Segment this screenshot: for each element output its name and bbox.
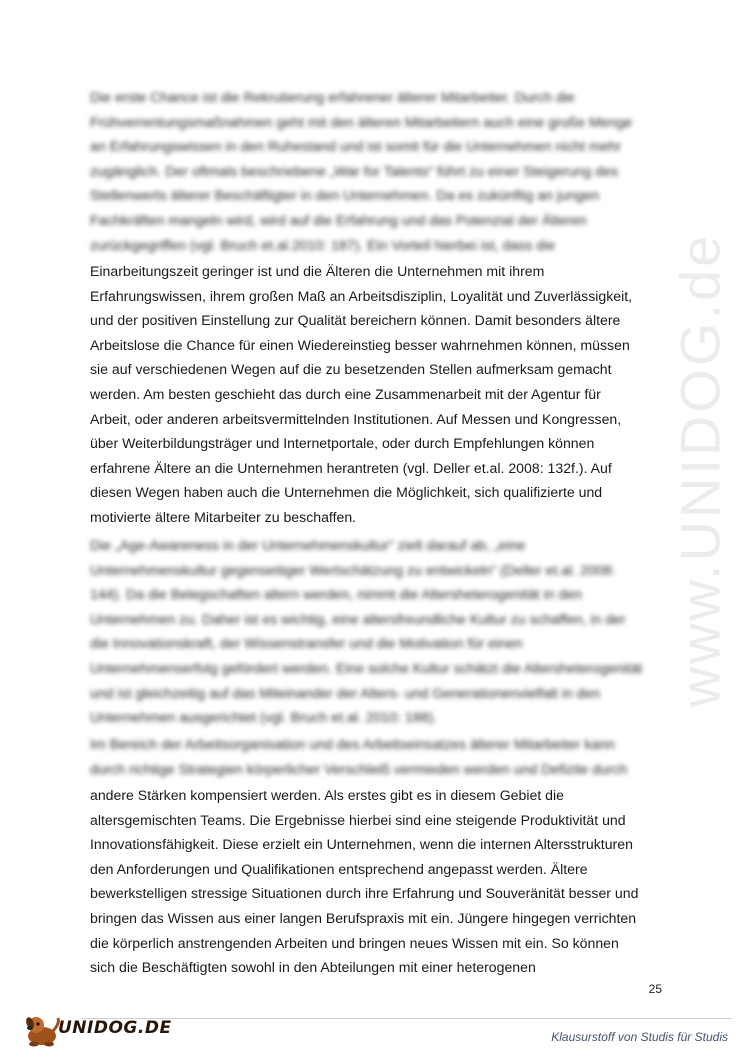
blurred-paragraph-work-organisation: Im Bereich der Arbeitsorganisation und des Arbeitseinsatzes älterer Mitarbeiter kann durch richtige Strategien körperlicher Verschleiß vermieden werden und Defizite durch	[90, 736, 628, 777]
paragraph-mixed-teams: andere Stärken kompensiert werden. Als erstes gibt es in diesem Gebiet die altersgemischten Teams. Die Ergebnisse hierbei sind eine steigende Produktivität und Innovationsfähigkeit. Diese erzielt ein Unternehmen, wenn die internen Altersstrukturen den Anforderungen und Qualifikationen entsprechend angepasst werden. Ältere bewerkstelligen stressige Situationen durch ihre Erfahrung und Souveränität besser und bringen das Wissen aus einer langen Berufspraxis mit ein. Jüngere hingegen verrichten die körperlich anstrengenden Arbeiten und bringen neues Wissen mit ein. So können sich die Beschäftigten sowohl in den Abteilungen mit einer heterogenen	[90, 787, 639, 976]
page-number: 25	[648, 982, 662, 996]
paragraph-recruitment: Einarbeitungszeit geringer ist und die Älteren die Unternehmen mit ihrem Erfahrungswissen, ihrem großen Maß an Arbeitsdisziplin, Loyalität und Zuverlässigkeit, und der positiven Einstellung zur Qualität bereichern können. Damit besonders ältere Arbeitslose die Chance für einen Wiedereinstieg besser wahrnehmen können, müssen sie auf verschiedenen Wegen auf die zu besetzenden Stellen aufmerksam gemacht werden. Am besten geschieht das durch eine Zusammenarbeit mit der Agentur für Arbeit, oder anderen arbeitsvermittelnden Institutionen. Auf Messen und Kongressen, über Weiterbildungsträger und Internetportale, oder durch Empfehlungen können erfahrene Ältere an die Unternehmen herantreten (vgl. Deller et.al. 2008: 132f.). Auf diesen Wegen haben auch die Unternehmen die Möglichkeit, sich qualifizierte und motivierte ältere Mitarbeiter zu beschaffen.	[90, 263, 633, 525]
blurred-paragraph-age-awareness: Die „Age-Awareness in der Unternehmenskultur“ zielt darauf ab, „eine Unternehmenskultur gegenseitiger Wertschätzung zu entwickeln“ (Deller et.al. 2008: 144). Da die Belegschaften altern werden, nimmt die Altersheterogenität in den Unternehmen zu. Daher ist es wichtig, eine altersfreundliche Kultur zu schaffen, in der die Innovationskraft, der Wissenstransfer und die Motivation für einen Unternehmenserfolg gefördert werden. Eine solche Kultur schätzt die Altersheterogenität und ist gleichzeitig auf das Miteinander der Alters- und Generationenvielfalt in den Unternehmen ausgerichtet (vgl. Bruch et.al. 2010: 188).	[90, 537, 643, 726]
logo-text: UNIDOG.DE	[58, 1018, 172, 1038]
footer-tagline: Klausurstoff von Studis für Studis	[551, 1030, 728, 1044]
watermark: www.UNIDOG.de	[668, 232, 732, 708]
blurred-paragraph-top: Die erste Chance ist die Rekrutierung erfahrener älterer Mitarbeiter. Durch die Frühverrentungsmaßnahmen geht mit den älteren Mitarbeitern auch eine große Menge an Erfahrungswissen in den Ruhestand und ist somit für die Unternehmen nicht mehr zugänglich. Der oftmals beschriebene „War for Talents“ führt zu einer Steigerung des Stellenwerts älterer Beschäftigter in den Unternehmen. Da es zukünftig an jungen Fachkräften mangeln wird, wird auf die Erfahrung und das Potenzial der Älteren zurückgegriffen (vgl. Bruch et.al.2010: 187). Ein Vorteil hierbei ist, dass die	[90, 89, 633, 253]
